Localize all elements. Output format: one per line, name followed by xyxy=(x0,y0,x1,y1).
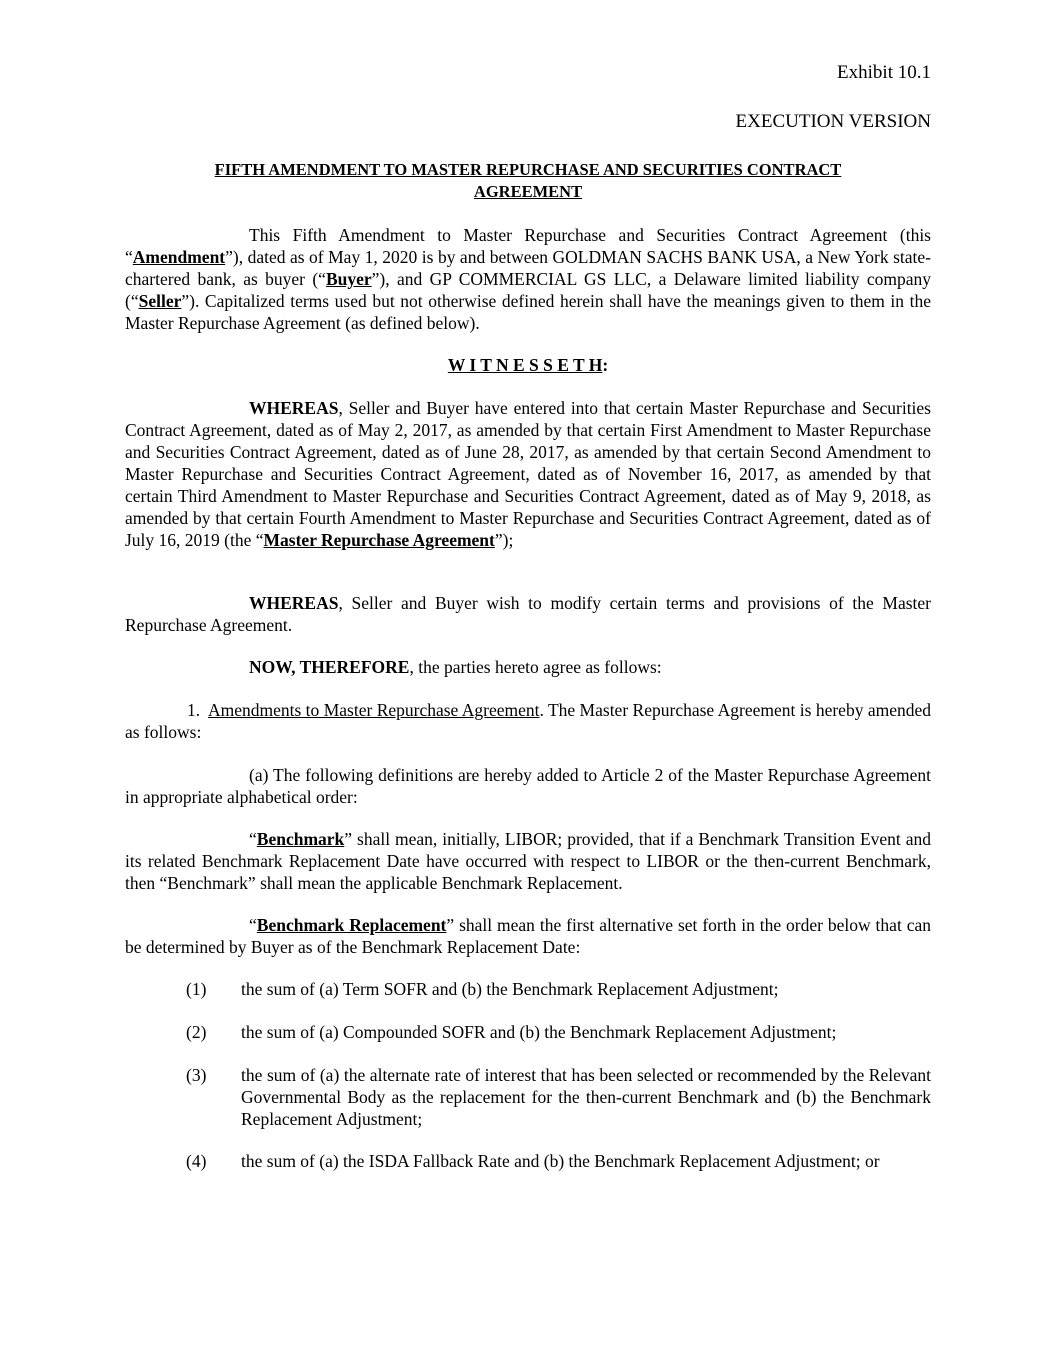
title-line-2: AGREEMENT xyxy=(473,182,583,201)
definition-replacement-quote: “ xyxy=(249,915,257,935)
whereas-1-text: , Seller and Buyer have entered into that certain Master Repurchase and Securities Contract Agreement, dated as of May 2, 2017, as amended by that certain First Amendment to Master Repurchase and Securities Contract Agreement, dated as of June 28, 2017, as amended by that certain Second Amendment to Master Repurchase and Securities Contract Agreement, dated as of November 16, 2017, as amended by that certain Third Amendment to Master Repurchase and Securities Contract Agreement, dated as of May 9, 2018, as amended by that certain Fourth Amendment to Master Repurchase and Securities Contract Agreement, dated as of July 16, 2019 (the “ xyxy=(125,398,931,550)
list-item-number: (2) xyxy=(186,1022,207,1042)
whereas-2-keyword: WHEREAS xyxy=(249,593,339,613)
whereas-paragraph-2 xyxy=(125,592,931,636)
definition-replacement-text: ” shall mean the first alternative set forth in the order below that can be determined by Buyer as of the Benchmark Replacement Date: xyxy=(125,915,931,957)
exhibit-label: Exhibit 10.1 xyxy=(837,62,931,83)
list-item-text: the sum of (a) the alternate rate of interest that has been selected or recommended by the Relevant Governmental Body as the replacement for the then-current Benchmark and (b) the Benchmark Replacement Adjustment; xyxy=(241,1065,931,1129)
definition-benchmark-quote: “ xyxy=(249,829,257,849)
intro-text-3: ”), and GP COMMERCIAL GS LLC, a Delaware limited liability company (“ xyxy=(125,269,931,311)
section-1-heading: Amendments to Master Repurchase Agreement xyxy=(207,700,540,720)
now-therefore-text: , the parties hereto agree as follows: xyxy=(409,657,662,677)
now-therefore-paragraph xyxy=(125,656,931,678)
intro-text-1: This Fifth Amendment to Master Repurchase and Securities Contract Agreement (this “ xyxy=(125,225,931,267)
definition-benchmark-text: ” shall mean, initially, LIBOR; provided, that if a Benchmark Transition Event and its related Benchmark Replacement Date have occurred with respect to LIBOR or the then-current Benchmark, then “Benchmark” shall mean the applicable Benchmark Replacement. xyxy=(125,829,931,893)
defined-term-amendment: Amendment xyxy=(132,247,226,267)
section-1-text: . The Master Repurchase Agreement is hereby amended as follows: xyxy=(125,700,932,742)
witnesseth-colon: : xyxy=(602,355,609,375)
now-therefore-keyword: NOW, THEREFORE xyxy=(249,657,410,677)
whereas-2-text: , Seller and Buyer wish to modify certain terms and provisions of the Master Repurchase Agreement. xyxy=(125,593,931,635)
definition-benchmark-replacement xyxy=(125,914,931,958)
list-item-number: (3) xyxy=(186,1065,207,1085)
section-1-paragraph xyxy=(125,699,931,743)
title-line-1: FIFTH AMENDMENT TO MASTER REPURCHASE AND SECURITIES CONTRACT xyxy=(214,160,842,179)
defined-term-benchmark: Benchmark xyxy=(256,829,345,849)
defined-term-buyer: Buyer xyxy=(325,269,372,289)
witnesseth-heading xyxy=(125,354,931,376)
clause-a-paragraph: (a) The following definitions are hereby added to Article 2 of the Master Repurchase Agreement in appropriate alphabetical order: xyxy=(125,765,931,807)
intro-paragraph xyxy=(125,224,931,334)
list-item-text: the sum of (a) Term SOFR and (b) the Benchmark Replacement Adjustment; xyxy=(241,979,779,999)
section-1-number: 1. xyxy=(187,700,201,720)
defined-term-seller: Seller xyxy=(138,291,182,311)
list-item-text: the sum of (a) Compounded SOFR and (b) the Benchmark Replacement Adjustment; xyxy=(241,1022,837,1042)
whereas-1-keyword: WHEREAS xyxy=(249,398,339,418)
document-title xyxy=(125,159,931,203)
list-item-number: (1) xyxy=(186,979,207,999)
intro-text-4: ”). Capitalized terms used but not otherwise defined herein shall have the meanings given to them in the Master Repurchase Agreement (as defined below). xyxy=(125,291,931,333)
whereas-paragraph-1 xyxy=(125,397,931,551)
whereas-1-text-end: ”); xyxy=(494,530,514,550)
defined-term-master-repurchase-agreement: Master Repurchase Agreement xyxy=(263,530,495,550)
witnesseth-label: W I T N E S S E T H xyxy=(447,355,603,375)
list-item-number: (4) xyxy=(186,1151,207,1171)
definition-benchmark xyxy=(125,828,931,894)
version-label: EXECUTION VERSION xyxy=(735,111,931,132)
intro-text-2: ”), dated as of May 1, 2020 is by and between GOLDMAN SACHS BANK USA, a New York state-chartered bank, as buyer (“ xyxy=(125,247,931,289)
list-item-text: the sum of (a) the ISDA Fallback Rate and (b) the Benchmark Replacement Adjustment; or xyxy=(241,1151,880,1171)
defined-term-benchmark-replacement: Benchmark Replacement xyxy=(256,915,447,935)
